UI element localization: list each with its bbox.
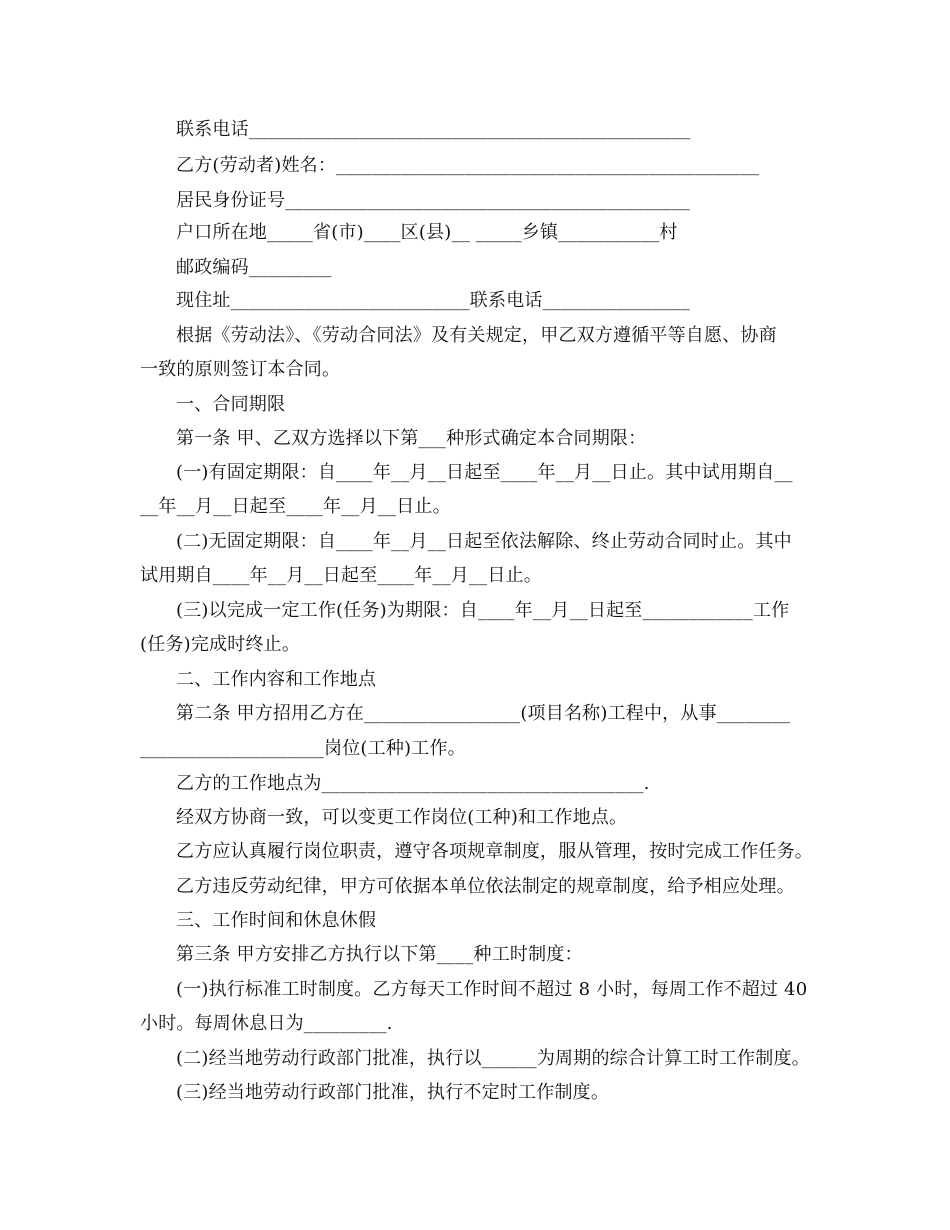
hukou-line: 户口所在地_____省(市)____区(县)__ _____乡镇___________村 xyxy=(176,222,678,243)
discipline-line: 乙方违反劳动纪律，甲方可依据本单位依法制定的规章制度，给予相应处理。 xyxy=(176,876,795,897)
section-heading-3: 三、工作时间和休息休假 xyxy=(176,910,377,931)
article-3-line: 第三条 甲方安排乙方执行以下第____种工时制度： xyxy=(176,944,583,965)
open-term-line-2: 试用期自____年__月__日起至____年__月__日止。 xyxy=(140,565,542,586)
current-address-line: 现住址__________________________联系电话________________ xyxy=(176,290,690,311)
article-2-line-2: ____________________岗位(工种)工作。 xyxy=(140,738,466,759)
change-post-line: 经双方协商一致，可以变更工作岗位(工种)和工作地点。 xyxy=(176,807,628,828)
standard-hours-line-2: 小时。每周休息日为_________. xyxy=(140,1013,393,1034)
article-1-line: 第一条 甲、乙双方选择以下第___种形式确定本合同期限： xyxy=(176,428,647,449)
intro-paragraph-line-2: 一致的原则签订本合同。 xyxy=(140,359,341,380)
postal-code-line: 邮政编码_________ xyxy=(176,257,332,278)
comprehensive-hours-line: (二)经当地劳动行政部门批准，执行以______为周期的综合计算工时工作制度。 xyxy=(176,1048,810,1069)
fixed-term-line-2: __年__月__日起至____年__月__日止。 xyxy=(140,496,451,517)
party-b-name-line: 乙方(劳动者)姓名：______________________________________________ xyxy=(176,155,760,176)
duties-line: 乙方应认真履行岗位职责，遵守各项规章制度，服从管理，按时完成工作任务。 xyxy=(176,841,813,862)
open-term-line-1: (二)无固定期限：自____年__月__日起至依法解除、终止劳动合同时止。其中 xyxy=(176,531,792,552)
section-heading-1: 一、合同期限 xyxy=(176,394,286,415)
standard-hours-line-1: (一)执行标准工时制度。乙方每天工作时间不超过 8 小时，每周工作不超过 40 xyxy=(176,979,808,1000)
task-term-line-1: (三)以完成一定工作(任务)为期限：自____年__月__日起至____________工作 xyxy=(176,600,790,621)
fixed-term-line-1: (一)有固定期限：自____年__月__日起至____年__月__日止。其中试用期自__ xyxy=(176,462,793,483)
article-2-line-1: 第二条 甲方招用乙方在_________________(项目名称)工程中，从事________ xyxy=(176,703,791,724)
flexible-hours-line: (三)经当地劳动行政部门批准，执行不定时工作制度。 xyxy=(176,1082,610,1103)
section-heading-2: 二、工作内容和工作地点 xyxy=(176,669,377,690)
id-number-line: 居民身份证号____________________________________________ xyxy=(176,190,690,211)
contact-phone-line: 联系电话________________________________________________ xyxy=(176,119,691,140)
work-location-line: 乙方的工作地点为___________________________________. xyxy=(176,773,650,794)
task-term-line-2: (任务)完成时终止。 xyxy=(140,634,301,655)
intro-paragraph-line-1: 根据《劳动法》、《劳动合同法》及有关规定，甲乙双方遵循平等自愿、协商 xyxy=(176,325,777,346)
